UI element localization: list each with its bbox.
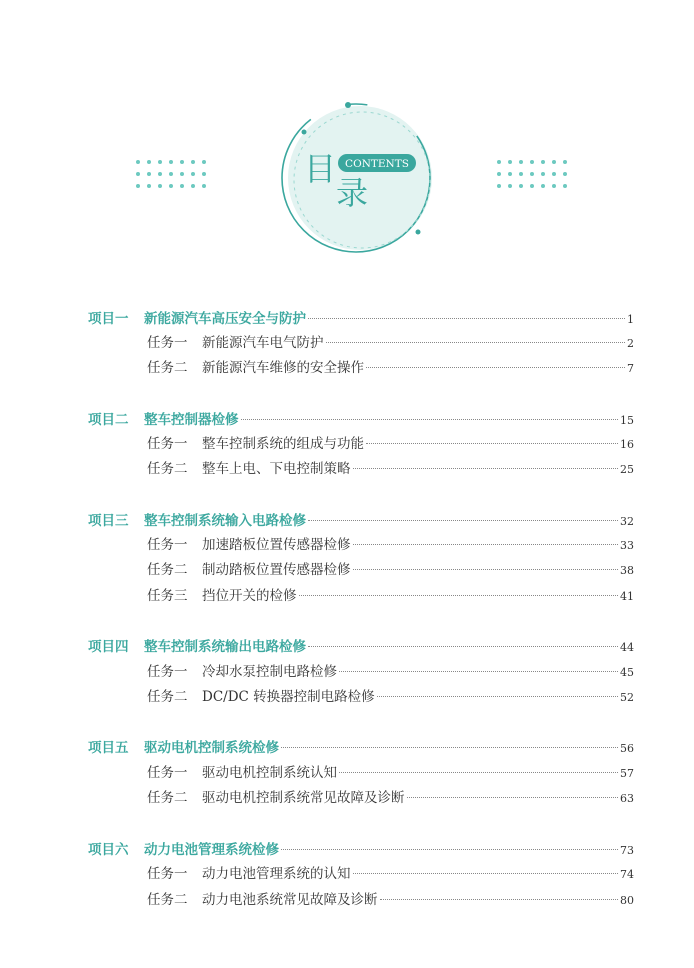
dot-leader xyxy=(281,849,618,850)
task-number: 任务二 xyxy=(147,360,188,376)
toc-task[interactable] xyxy=(147,586,634,606)
dot-leader xyxy=(299,595,619,596)
dot-leader xyxy=(353,873,619,874)
dot-leader xyxy=(326,342,626,343)
toc-task[interactable] xyxy=(147,662,634,682)
page-number: 41 xyxy=(620,590,634,603)
page-number: 74 xyxy=(620,868,634,881)
page-number: 38 xyxy=(620,564,634,577)
project-number: 项目四 xyxy=(88,639,129,655)
page-number: 25 xyxy=(620,463,634,476)
page-number: 45 xyxy=(620,666,634,679)
toc-task[interactable] xyxy=(147,358,634,378)
page-number: 52 xyxy=(620,691,634,704)
task-number: 任务一 xyxy=(147,866,188,882)
dot-leader xyxy=(353,569,619,570)
project-number: 项目六 xyxy=(88,842,129,858)
task-number: 任务三 xyxy=(147,588,188,604)
project-title: 驱动电机控制系统检修 xyxy=(144,740,279,756)
task-number: 任务二 xyxy=(147,562,188,578)
page-number: 56 xyxy=(620,742,634,755)
task-number: 任务一 xyxy=(147,664,188,680)
task-title: 动力电池管理系统的认知 xyxy=(202,866,351,882)
task-number: 任务一 xyxy=(147,335,188,351)
task-title: 新能源汽车维修的安全操作 xyxy=(202,360,364,376)
dot-leader xyxy=(281,747,618,748)
title-char-2: 录 xyxy=(336,174,369,212)
toc-task[interactable] xyxy=(147,560,634,580)
task-number: 任务一 xyxy=(147,765,188,781)
dot-leader xyxy=(407,797,619,798)
task-title: 整车控制系统的组成与功能 xyxy=(202,436,364,452)
task-title: DC/DC 转换器控制电路检修 xyxy=(202,689,375,705)
project-number: 项目三 xyxy=(88,513,129,529)
dot-leader xyxy=(308,646,618,647)
toc-task[interactable] xyxy=(147,890,634,910)
task-title: 整车上电、下电控制策略 xyxy=(202,461,351,477)
task-title: 新能源汽车电气防护 xyxy=(202,335,324,351)
toc-task[interactable] xyxy=(147,459,634,479)
project-title: 整车控制系统输入电路检修 xyxy=(144,513,306,529)
dot-leader xyxy=(377,696,618,697)
task-title: 挡位开关的检修 xyxy=(202,588,297,604)
project-title: 整车控制器检修 xyxy=(144,412,239,428)
project-title: 整车控制系统输出电路检修 xyxy=(144,639,306,655)
toc-header xyxy=(0,0,694,270)
project-title: 新能源汽车高压安全与防护 xyxy=(144,311,306,327)
page-number: 63 xyxy=(620,792,634,805)
task-number: 任务二 xyxy=(147,790,188,806)
task-title: 加速踏板位置传感器检修 xyxy=(202,537,351,553)
toc-task[interactable] xyxy=(147,788,634,808)
toc-task[interactable] xyxy=(147,763,634,783)
dot-leader xyxy=(366,367,625,368)
contents-emblem xyxy=(270,96,445,256)
task-number: 任务二 xyxy=(147,461,188,477)
toc-project-3[interactable] xyxy=(88,511,634,531)
task-title: 制动踏板位置传感器检修 xyxy=(202,562,351,578)
task-title: 动力电池系统常见故障及诊断 xyxy=(202,892,378,908)
page-number: 73 xyxy=(620,844,634,857)
page-number: 33 xyxy=(620,539,634,552)
toc-project-1[interactable] xyxy=(88,309,634,329)
dot-leader xyxy=(241,419,619,420)
page-number: 16 xyxy=(620,438,634,451)
dot-leader xyxy=(308,318,625,319)
task-title: 冷却水泵控制电路检修 xyxy=(202,664,337,680)
toc-task[interactable] xyxy=(147,535,634,555)
dot-leader xyxy=(353,544,619,545)
dot-leader xyxy=(339,671,618,672)
task-number: 任务二 xyxy=(147,689,188,705)
task-title: 驱动电机控制系统认知 xyxy=(202,765,337,781)
dot-leader xyxy=(366,443,618,444)
contents-badge-text: CONTENTS xyxy=(345,158,409,170)
page-number: 44 xyxy=(620,641,634,654)
project-number: 项目五 xyxy=(88,740,129,756)
dot-leader xyxy=(308,520,618,521)
toc-project-5[interactable] xyxy=(88,738,634,758)
page-number: 2 xyxy=(627,337,634,350)
page-number: 7 xyxy=(627,362,634,375)
toc-task[interactable] xyxy=(147,333,634,353)
page-number: 80 xyxy=(620,894,634,907)
page-number: 1 xyxy=(627,313,634,326)
decorative-dots-right xyxy=(497,160,574,196)
decorative-dots-left xyxy=(136,160,213,196)
toc-project-4[interactable] xyxy=(88,637,634,657)
task-number: 任务一 xyxy=(147,537,188,553)
page-number: 57 xyxy=(620,767,634,780)
page-number: 15 xyxy=(620,414,634,427)
toc-task[interactable] xyxy=(147,687,634,707)
toc-task[interactable] xyxy=(147,864,634,884)
title-char-1: 目 xyxy=(304,150,337,188)
dot-leader xyxy=(353,468,619,469)
project-title: 动力电池管理系统检修 xyxy=(144,842,279,858)
page-number: 32 xyxy=(620,515,634,528)
toc-project-2[interactable] xyxy=(88,410,634,430)
toc-project-6[interactable] xyxy=(88,840,634,860)
project-number: 项目二 xyxy=(88,412,129,428)
dot-leader xyxy=(339,772,618,773)
task-number: 任务二 xyxy=(147,892,188,908)
task-number: 任务一 xyxy=(147,436,188,452)
dot-leader xyxy=(380,899,619,900)
project-number: 项目一 xyxy=(88,311,129,327)
task-title: 驱动电机控制系统常见故障及诊断 xyxy=(202,790,405,806)
toc-task[interactable] xyxy=(147,434,634,454)
